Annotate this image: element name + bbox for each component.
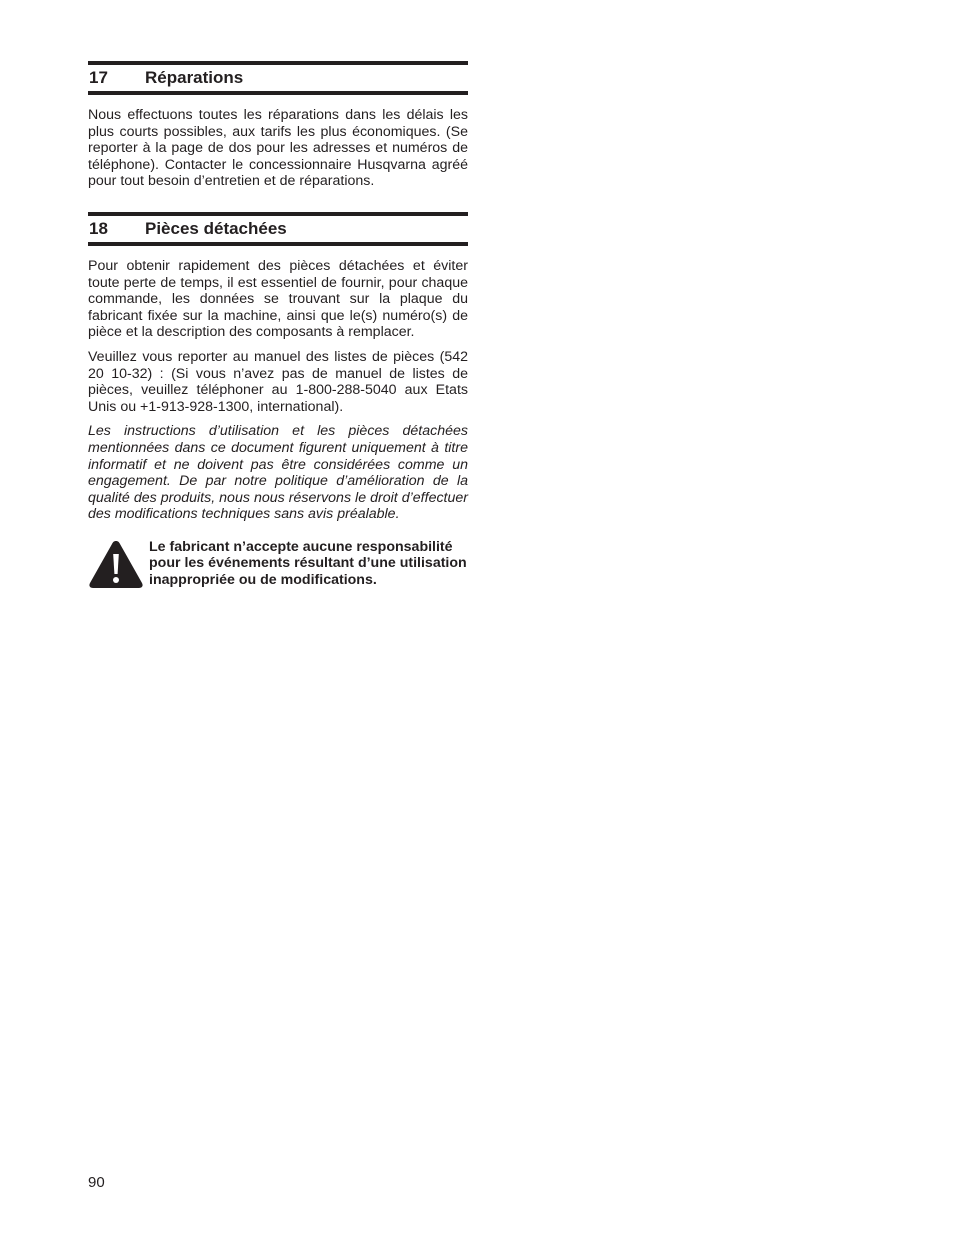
section-18-title: Pièces détachées bbox=[145, 218, 287, 238]
section-18-paragraph-2: Veuillez vous reporter au manuel des listes de pièces (542 20 10-32) : (Si vous n’avez pas de manuel de listes de pièces, veuillez téléphoner au 1-800-288-5040 aux Etats Unis ou +1-913-928-1300, international). bbox=[88, 348, 468, 415]
section-18-paragraph-1: Pour obtenir rapidement des pièces détachées et éviter toute perte de temps, il est essentiel de fournir, pour chaque commande, les données se trouvant sur la plaque du fabricant fixée sur la machine, ainsi que le(s) numéro(s) de pièce et la description des composants à remplacer. bbox=[88, 257, 468, 341]
section-18-number: 18 bbox=[89, 218, 108, 238]
section-17-header bbox=[88, 61, 468, 95]
content-column bbox=[88, 61, 468, 589]
section-17-body: Nous effectuons toutes les réparations dans les délais les plus courts possibles, aux tarifs les plus économiques. (Se reporter à la page de dos pour les adresses et numéros de téléphone). Contacter le concessionnaire Husqvarna agréé pour tout besoin d’entretien et de réparations. bbox=[88, 107, 468, 190]
section-18-header bbox=[88, 212, 468, 246]
section-17-number: 17 bbox=[89, 68, 108, 87]
warning-block bbox=[88, 539, 468, 589]
section-17-title: Réparations bbox=[145, 68, 244, 87]
warning-triangle-icon bbox=[88, 539, 144, 589]
warning-text: Le fabricant n’accepte aucune responsabilité pour les événements résultant d’une utilisation inappropriée ou de modifications. bbox=[149, 538, 467, 589]
page-number: 90 bbox=[88, 1174, 105, 1191]
section-18-paragraph-3: Les instructions d’utilisation et les pièces détachées mentionnées dans ce document figurent uniquement à titre informatif et ne doivent pas être considérées comme un engagement. De par notre politique d’amélioration de la qualité des produits, nous nous réservons le droit d’effectuer des modifications techniques sans avis préalable. bbox=[88, 423, 468, 523]
